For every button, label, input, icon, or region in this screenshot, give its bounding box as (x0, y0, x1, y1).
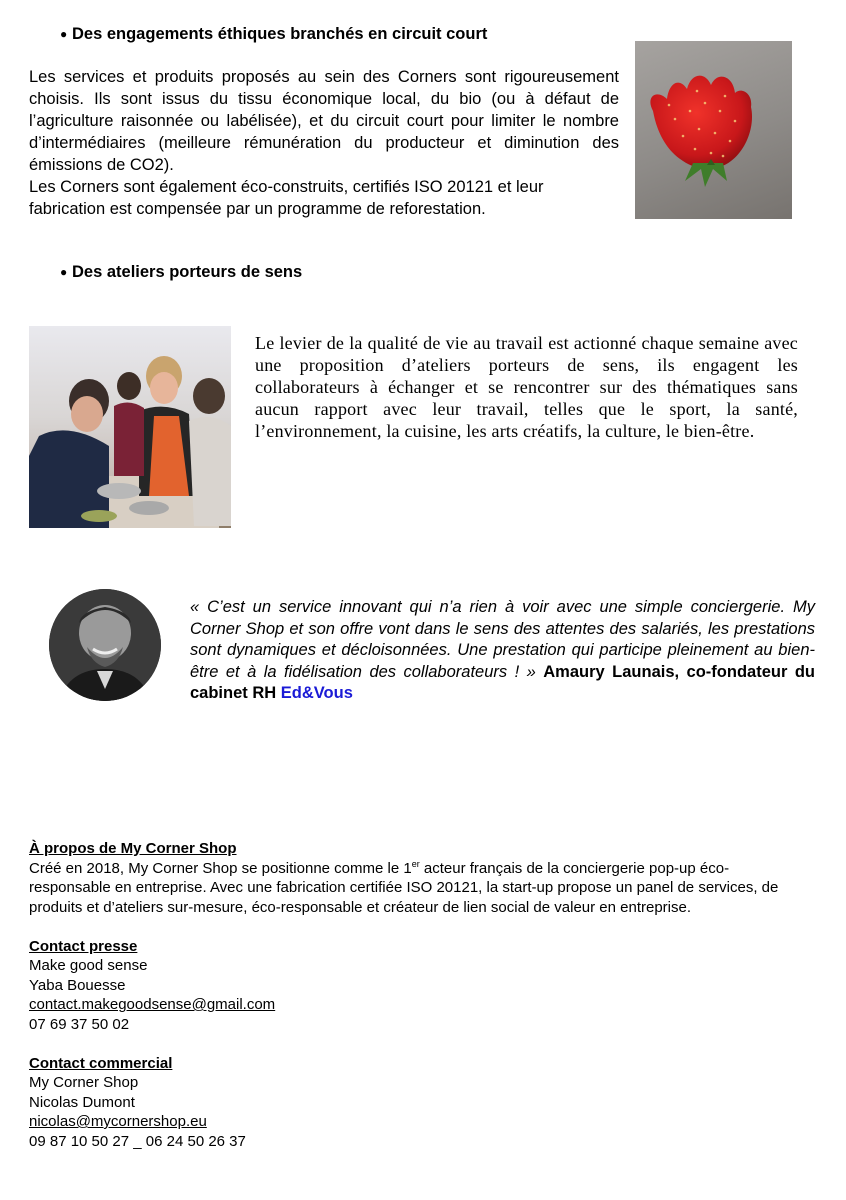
quote-company-link[interactable]: Ed&Vous (280, 684, 353, 702)
section-heading-workshops (60, 263, 302, 282)
press-contact-phone: 07 69 37 50 02 (29, 1015, 130, 1033)
about-text (29, 859, 789, 918)
ethical-paragraph-block (29, 66, 619, 220)
portrait-image-icon (49, 589, 161, 701)
press-contact-agency: Make good sense (29, 957, 148, 974)
press-contact-name: Yaba Bouesse (29, 976, 126, 994)
sales-contact-name: Nicolas Dumont (29, 1093, 135, 1111)
about-text-sup: er (411, 858, 420, 869)
sales-contact-email-link[interactable]: nicolas@mycornershop.eu (29, 1113, 207, 1130)
press-contact-email-link[interactable]: contact.makegoodsense@gmail.com (29, 996, 276, 1013)
quote-author: Amaury Launais, co-fondateur du cabinet RH (190, 662, 815, 702)
strawberry-image-icon (635, 41, 792, 219)
section-heading-workshops-text: Des ateliers porteurs de sens (72, 263, 303, 281)
testimonial-quote (190, 597, 815, 705)
bullet-icon: ● (60, 265, 68, 279)
ethical-paragraph-1: Les services et produits proposés au sein des Corners sont rigoureusement choisis. Ils sont issus du tissu économique local, du bio (ou à défaut de l’agriculture raisonnée ou labélisée), et du circuit court pour limiter le nombre d’intermédiaires (meilleure rémunération du producteur et diminution des émissions de CO2). (29, 68, 619, 174)
avatar (49, 589, 161, 701)
sales-contact-phone: 09 87 10 50 27 _ 06 24 50 26 37 (29, 1132, 246, 1150)
strawberry-photo (635, 41, 792, 219)
quote-text: « C’est un service innovant qui n’a rien à voir avec une simple conciergerie. My Corner Shop et son offre vont dans le sens des attentes des salariés, les prestations sont dynamiques et décloisonnées. Une prestation qui participe pleinement au bien-être et à la fidélisation des collaborateurs ! » (190, 598, 815, 681)
sales-contact-company: My Corner Shop (29, 1074, 139, 1091)
workshop-photo (29, 326, 231, 528)
about-text-part2: acteur français de la conciergerie pop-up éco-responsable en entreprise. Avec une fabrication certifiée ISO 20121, la start-up propose un panel de services, de produits et d’ateliers sur-mesure, éco-responsable et créateur de lien social de valeur en entreprise. (29, 859, 779, 916)
section-heading-ethical-text: Des engagements éthiques branchés en circuit court (72, 25, 488, 43)
ethical-paragraph-2: Les Corners sont également éco-construits, certifiés ISO 20121 et leur fabrication est compensée par un programme de reforestation. (29, 178, 544, 218)
bullet-icon: ● (60, 27, 68, 41)
about-title: À propos de My Corner Shop (29, 840, 237, 857)
workshop-image-icon (29, 326, 231, 528)
press-contact-title: Contact presse (29, 937, 138, 955)
workshops-paragraph: Le levier de la qualité de vie au travail est actionné chaque semaine avec une proposition d’ateliers porteurs de sens, ils engagent les collaborateurs à échanger et se rencontrer sur des thématiques sans aucun rapport avec leur travail, telles que le sport, la santé, l’environnement, la cuisine, les arts créatifs, la culture, le bien-être. (255, 333, 798, 441)
sales-contact-title: Contact commercial (29, 1054, 173, 1072)
footer-info (29, 839, 789, 1151)
about-text-part1: Créé en 2018, My Corner Shop se positionne comme le 1 (29, 859, 412, 877)
section-heading-ethical (60, 25, 487, 44)
